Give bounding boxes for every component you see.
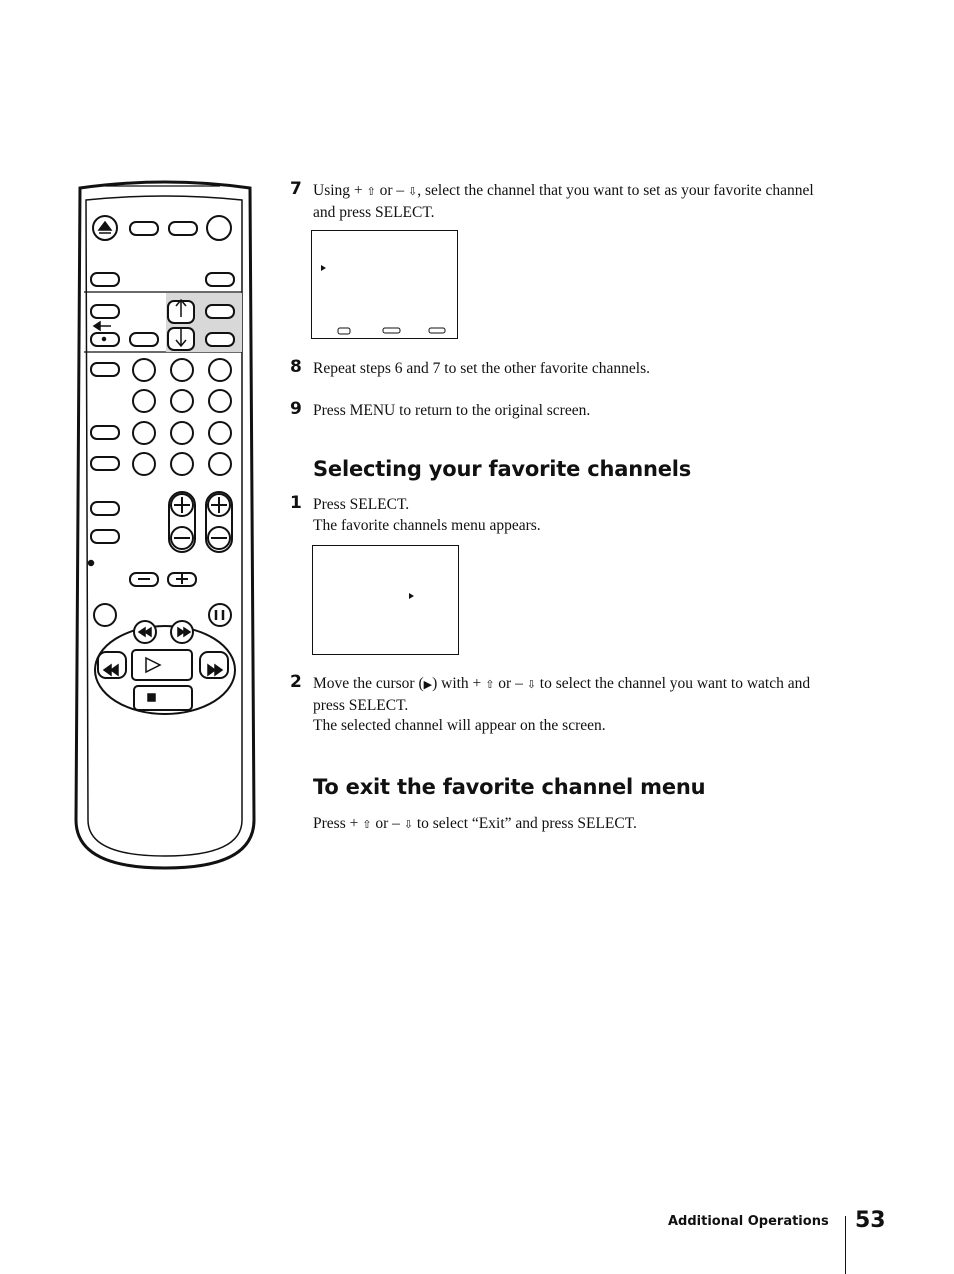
section1-step-1-line1: Press SELECT. xyxy=(313,496,410,513)
footer-divider xyxy=(845,1216,846,1274)
section1-step-2-number: 2 xyxy=(290,672,302,692)
up-outline-arrow-icon: ⇧ xyxy=(485,678,495,691)
up-outline-arrow-icon: ⇧ xyxy=(366,185,376,198)
up-outline-arrow-icon: ⇧ xyxy=(362,818,372,831)
section1-step-1-line2: The favorite channels menu appears. xyxy=(313,517,541,534)
tv-screen-illustration-2 xyxy=(312,545,459,655)
step-9-number: 9 xyxy=(290,399,302,419)
exit-text-b: or – xyxy=(371,815,404,832)
down-outline-arrow-icon: ⇩ xyxy=(526,678,536,691)
section-heading-exit: To exit the favorite channel menu xyxy=(313,775,706,799)
screen-2-graphics xyxy=(313,546,458,654)
section1-step-2-line2: The selected channel will appear on the screen. xyxy=(313,717,606,734)
screen-1-graphics xyxy=(312,231,457,338)
section2-text xyxy=(313,813,833,835)
step-2-text-a: Move the cursor ( xyxy=(313,675,424,692)
exit-text-a: Press + xyxy=(313,815,363,832)
step-2-text-c: or – xyxy=(494,675,527,692)
section-heading-selecting: Selecting your favorite channels xyxy=(313,457,692,481)
section1-step-1-number: 1 xyxy=(290,493,302,513)
cursor-icon xyxy=(321,265,326,271)
remote-control-illustration xyxy=(70,180,260,875)
down-outline-arrow-icon: ⇩ xyxy=(403,818,413,831)
step-8-number: 8 xyxy=(290,357,302,377)
cursor-icon xyxy=(409,593,414,599)
step-2-text-d: to select the channel you want to watch and press SELECT. xyxy=(313,675,811,714)
step-7-text-b: or – xyxy=(375,182,409,199)
page-number: 53 xyxy=(855,1208,886,1233)
step-2-text-b: ) with + xyxy=(432,675,486,692)
tv-screen-illustration-1 xyxy=(311,230,458,339)
right-triangle-icon: ▶ xyxy=(423,678,433,691)
step-7-number: 7 xyxy=(290,179,302,199)
step-7-text-a: Using + xyxy=(313,182,367,199)
exit-text-c: to select “Exit” and press SELECT. xyxy=(412,815,637,832)
step-7-text-c: , select the channel that you want to set as your favorite channel and press SELECT. xyxy=(313,182,814,221)
down-outline-arrow-icon: ⇩ xyxy=(408,185,418,198)
footer-section-label: Additional Operations xyxy=(668,1214,829,1229)
step-7-text xyxy=(313,180,833,223)
step-9-text: Press MENU to return to the original screen. xyxy=(313,402,591,419)
step-8-text: Repeat steps 6 and 7 to set the other favorite channels. xyxy=(313,360,651,377)
section1-step-2-text xyxy=(313,673,833,716)
